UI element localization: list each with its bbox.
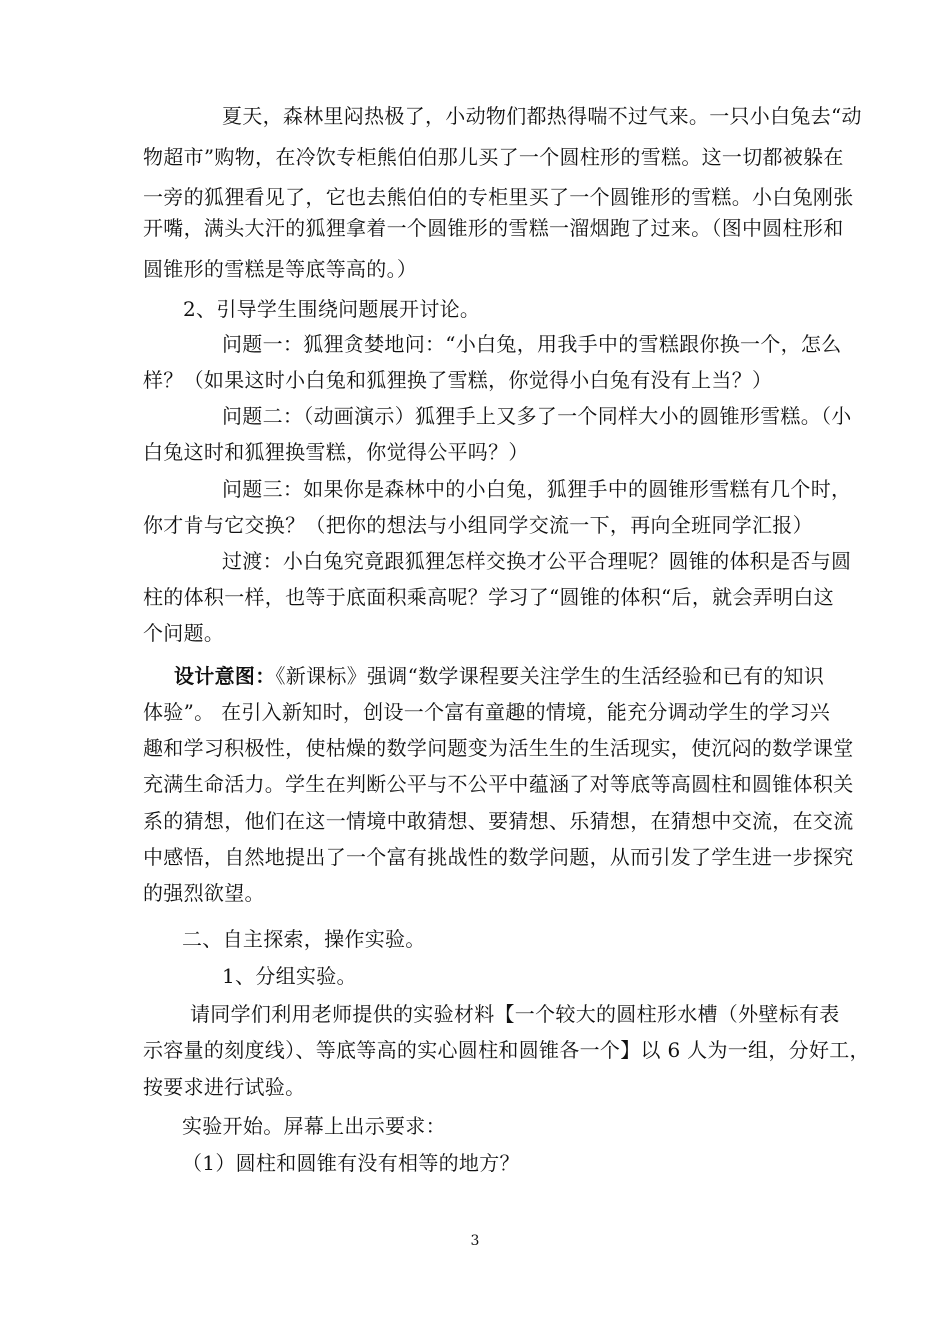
text-line: 体验”。 在引入新知时，创设一个富有童趣的情境，能充分调动学生的学习兴 [143, 700, 831, 724]
text-line: 你才肯与它交换？（把你的想法与小组同学交流一下，再向全班同学汇报） [143, 513, 813, 537]
text-line: 夏天，森林里闷热极了，小动物们都热得喘不过气来。一只小白兔去“动 [222, 104, 862, 128]
text-line: 《新课标》强调“数学课程要关注学生的生活经验和已有的知识 [275, 664, 825, 688]
subsection-heading: 1、分组实验。 [222, 964, 357, 988]
text-line: 一旁的狐狸看见了，它也去熊伯伯的专柜里买了一个圆锥形的雪糕。小白兔刚张 [143, 185, 854, 209]
text-line: 开嘴，满头大汗的狐狸拿着一个圆锥形的雪糕一溜烟跑了过来。（图中圆柱形和 [143, 216, 844, 240]
text-line: 问题二：（动画演示）狐狸手上又多了一个同样大小的圆锥形雪糕。（小 [222, 404, 852, 428]
text-line: 柱的体积一样，也等于底面积乘高呢？学习了“圆锥的体积“后，就会弄明白这 [143, 585, 834, 609]
design-intent-paragraph [174, 661, 824, 691]
text-line: 过渡：小白兔究竟跟狐狸怎样交换才公平合理呢？圆锥的体积是否与圆 [222, 549, 852, 573]
text-line: 请同学们利用老师提供的实验材料【一个较大的圆柱形水槽（外壁标有表 [190, 1002, 840, 1026]
text-line: 问题一：狐狸贪婪地问：“小白兔，用我手中的雪糕跟你换一个，怎么 [222, 332, 842, 356]
text-line: （1）圆柱和圆锥有没有相等的地方？ [182, 1151, 520, 1175]
text-line: 按要求进行试验。 [143, 1075, 306, 1099]
text-line: 样？（如果这时小白兔和狐狸换了雪糕，你觉得小白兔有没有上当？） [143, 368, 773, 392]
text-line: 实验开始。屏幕上出示要求： [182, 1114, 446, 1138]
text-line: 白兔这时和狐狸换雪糕，你觉得公平吗？） [143, 440, 529, 464]
design-intent-label: 设计意图： [174, 664, 276, 688]
text-line: 示容量的刻度线）、等底等高的实心圆柱和圆锥各一个】以 6 人为一组，分好工， [143, 1038, 870, 1062]
text-line: 趣和学习积极性，使枯燥的数学问题变为活生生的生活现实，使沉闷的数学课堂 [143, 736, 854, 760]
text-line: 2、引导学生围绕问题展开讨论。 [183, 297, 481, 321]
text-line: 系的猜想，他们在这一情境中敢猜想、要猜想、乐猜想，在猜想中交流，在交流 [143, 809, 854, 833]
text-line: 圆锥形的雪糕是等底等高的。） [143, 257, 418, 281]
text-line: 问题三：如果你是森林中的小白兔，狐狸手中的圆锥形雪糕有几个时， [222, 477, 852, 501]
text-line: 充满生命活力。学生在判断公平与不公平中蕴涵了对等底等高圆柱和圆锥体积关 [143, 772, 854, 796]
text-line: 个问题。 [143, 621, 225, 645]
text-line: 的强烈欲望。 [143, 881, 265, 905]
text-line: 中感悟，自然地提出了一个富有挑战性的数学问题，从而引发了学生进一步探究 [143, 845, 854, 869]
page-number: 3 [470, 1233, 480, 1249]
section-heading: 二、自主探索，操作实验。 [182, 927, 426, 951]
text-line: 物超市”购物，在冷饮专柜熊伯伯那儿买了一个圆柱形的雪糕。这一切都被躲在 [143, 145, 844, 169]
